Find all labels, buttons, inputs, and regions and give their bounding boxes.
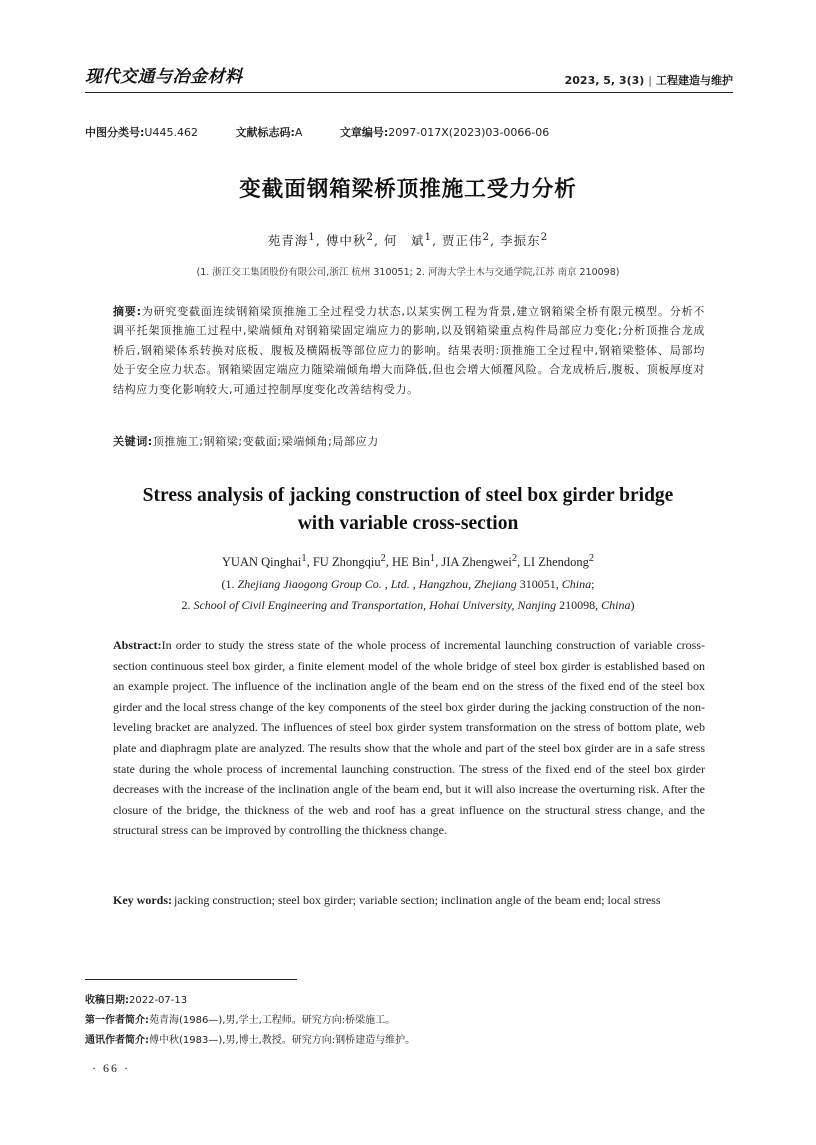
affiliations-chinese: (1. 浙江交工集团股份有限公司,浙江 杭州 310051; 2. 河海大学土木与交通学院,江苏 南京 210098) [196, 267, 620, 278]
keywords-chinese [113, 433, 705, 449]
affiliation-en-line-2: 2. School of Civil Engineering and Transportation, Hohai University, Nanjing 210098, China) [181, 598, 635, 612]
title-chinese: 变截面钢箱梁桥顶推施工受力分析 [239, 177, 577, 202]
author-en: FU Zhongqiu$^2$ [312, 553, 386, 570]
author-cn: 贾正伟$^2$ [442, 231, 491, 249]
first-author-note: 第一作者简介:苑青海(1986—),男,学士,工程师。研究方向:桥梁施工。 [85, 1015, 396, 1026]
doc-code-value: A [294, 126, 303, 139]
article-no-label: 文章编号: [339, 126, 389, 139]
column-name: 工程建造与维护 [656, 74, 733, 87]
authors-chinese: 苑青海$^1$, 傅中秋$^2$, 何 斌$^1$, 贾正伟$^2$, 李振东$^2$ [267, 231, 549, 249]
page-number: · 66 · [92, 1061, 130, 1075]
abstract-en-label: Abstract: [113, 638, 162, 652]
keywords-english [113, 890, 705, 911]
abstract-english [113, 635, 705, 841]
title-en-line: Stress analysis of jacking construction of steel box girder bridge [142, 485, 674, 506]
footnotes [85, 991, 735, 1051]
affiliations-english [0, 574, 816, 616]
author-en: HE Bin$^1$ [392, 553, 436, 570]
title-english [60, 482, 756, 538]
received-date: 收稿日期:2022-07-13 [85, 995, 188, 1006]
clc-value: U445.462 [144, 126, 198, 139]
author-cn: 李振东$^2$ [500, 231, 549, 249]
authors-english: YUAN Qinghai$^1$, FU Zhongqiu$^2$, HE Bin$^1$, JIA Zhengwei$^2$, LI Zhendong$^2$ [221, 553, 595, 570]
doc-code-label: 文献标志码: [235, 126, 295, 139]
issue-info [565, 72, 733, 88]
corresponding-author-note: 通讯作者简介:傅中秋(1983—),男,博士,教授。研究方向:钢桥建造与维护。 [85, 1035, 416, 1046]
author-en: JIA Zhengwei$^2$ [441, 553, 518, 570]
author-cn: 何 斌$^1$ [383, 231, 433, 249]
author-cn: 傅中秋$^2$ [325, 231, 374, 249]
journal-logo: 现代交通与冶金材料 [85, 67, 243, 87]
abstract-en-text: In order to study the stress state of the whole process of incremental launching construction of variable cross-section continuous steel box girder, a finite element model of the whole bridge of steel box girder is established based on an example project. The influence of the inclination angle of the beam end on the stress of the fixed end of the steel box girder and the local stress change of the key components of the steel box girder during the jacking construction of the non-leveling bracket are analyzed. The influences of steel box girder system transformation on the stress of bottom plate, web plate and diaphragm plate are analyzed. The results show that the whole and part of the steel box girder are in a safe stress state during the whole process of incremental launching construction. The stress of the fixed end of the steel box girder decreases with the increase of the inclination angle of the beam end, but it will also increase the overturning risk. After the closure of the bridge, the thickness of the web and roof has a great influence on the structural stress change, and the structural stress can be improved by controlling the thickness change. [113, 638, 705, 838]
author-cn: 苑青海$^1$ [267, 231, 316, 249]
affiliation-en-line-1: (1. Zhejiang Jiaogong Group Co. , Ltd. , Hangzhou, Zhejiang 310051, China; [221, 577, 595, 591]
classification-line [85, 124, 735, 140]
keywords-en-text: jacking construction; steel box girder; variable section; inclination angle of the beam end; local stress [174, 893, 661, 907]
abstract-chinese [113, 302, 705, 399]
keywords-cn-label: 关键词: [113, 435, 153, 448]
header-separator: | [648, 74, 652, 87]
page-header [85, 62, 733, 93]
author-en: YUAN Qinghai$^1$ [221, 553, 307, 570]
footnote-divider [85, 979, 297, 980]
abstract-cn-label: 摘要: [113, 305, 142, 318]
title-en-line: with variable cross-section [297, 513, 519, 534]
article-no-value: 2097-017X(2023)03-0066-06 [388, 126, 550, 139]
abstract-cn-text: 为研究变截面连续钢箱梁顶推施工全过程受力状态,以某实例工程为背景,建立钢箱梁全桥有限元模型。分析不调平托架顶推施工过程中,梁端倾角对钢箱梁固定端应力的影响,以及钢箱梁重点构件局部应力变化;分析顶推合龙成桥后,钢箱梁体系转换对底板、腹板及横隔板等部位应力的影响。结果表明:顶推施工全过程中,钢箱梁整体、局部均处于安全应力状态。钢箱梁固定端应力随梁端倾角增大而降低,但也会增大倾覆风险。合龙成桥后,腹板、顶板厚度对结构应力变化影响较大,可通过控制厚度变化改善结构受力。 [113, 305, 705, 396]
keywords-cn-text: 顶推施工;钢箱梁;变截面;梁端倾角;局部应力 [152, 435, 379, 448]
author-en: LI Zhendong$^2$ [523, 553, 595, 570]
clc-label: 中图分类号: [85, 126, 145, 139]
issue-number: 2023, 5, 3(3) [564, 74, 645, 87]
keywords-en-label: Key words: [113, 893, 172, 907]
